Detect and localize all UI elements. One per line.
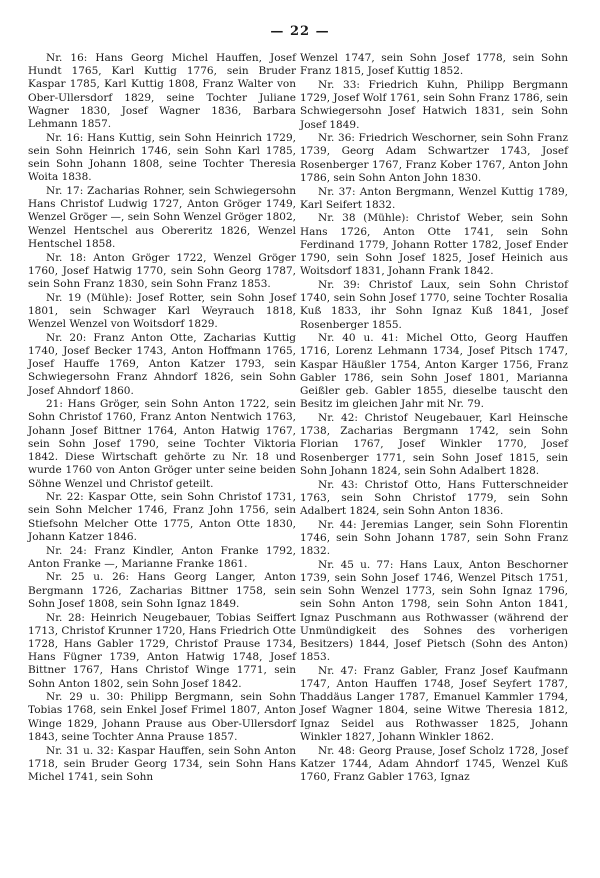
entry-nr-28: Nr. 28: Heinrich Neugebauer, Tobias Seiffert 1713, Christof Krunner 1720, Hans Friedrich Otte 1728, Hans Gabler 1729, Christof Prause 1734, Hans Fügner 1739, Anton Hatwig 1748, Josef Bittner 1767, Hans Christof Winge 1771, sein Sohn Anton 1802, sein Sohn Josef 1842. (28, 611, 296, 690)
entry-nr-21: 21: Hans Gröger, sein Sohn Anton 1722, sein Sohn Christof 1760, Franz Anton Nentwich 1763, Johann Josef Bittner 1764, Anton Hatwig 1767, sein Sohn Josef 1790, seine Tochter Viktoria 1842. Diese Wirtschaft gehörte zu Nr. 18 und wurde 1760 von Anton Gröger unter seine beiden Söhne Wenzel und Christof geteilt. (28, 398, 296, 490)
entry-nr-37: Nr. 37: Anton Bergmann, Wenzel Kuttig 1789, Karl Seifert 1832. (300, 185, 568, 211)
entry-nr-16-kuttig: Nr. 16: Hans Kuttig, sein Sohn Heinrich 1729, sein Sohn Heinrich 1746, sein Sohn Karl 1785, sein Sohn Johann 1808, seine Tochter Theresia Woita 1838. (28, 131, 296, 184)
entry-nr-31-32-continued: Wenzel 1747, sein Sohn Josef 1778, sein Sohn Franz 1815, Josef Kuttig 1852. (300, 52, 568, 78)
entry-nr-22: Nr. 22: Kaspar Otte, sein Sohn Christof 1731, sein Sohn Melcher 1746, Franz John 1756, sein Stiefsohn Melcher Otte 1775, Anton Otte 1830, Johann Katzer 1846. (28, 491, 296, 543)
entry-nr-33: Nr. 33: Friedrich Kuhn, Philipp Bergmann 1729, Josef Wolf 1761, sein Sohn Franz 1786, sein Schwiegersohn Josef Hatwich 1831, sein Sohn Josef 1849. (300, 78, 568, 131)
entry-nr-29-30: Nr. 29 u. 30: Philipp Bergmann, sein Sohn Tobias 1768, sein Enkel Josef Frimel 1807, Anton Winge 1829, Johann Prause aus Ober-Ullersdorf 1843, seine Tochter Anna Prause 1857. (28, 691, 296, 743)
entry-nr-42: Nr. 42: Christof Neugebauer, Karl Heinsche 1738, Zacharias Bergmann 1742, sein Sohn Florian 1767, Josef Winkler 1770, Josef Rosenberger 1771, sein Sohn Josef 1815, sein Sohn Johann 1824, sein Sohn Adalbert 1828. (300, 411, 568, 477)
entry-nr-19: Nr. 19 (Mühle): Josef Rotter, sein Sohn Josef 1801, sein Schwager Karl Weyrauch 1818, Wenzel Wenzel von Woitsdorf 1829. (28, 291, 296, 331)
entry-nr-39: Nr. 39: Christof Laux, sein Sohn Christof 1740, sein Sohn Josef 1770, seine Tochter Rosalia Kuß 1833, ihr Sohn Ignaz Kuß 1841, Josef Rosenberger 1855. (300, 278, 568, 331)
entry-nr-31-32: Nr. 31 u. 32: Kaspar Hauffen, sein Sohn Anton 1718, sein Bruder Georg 1734, sein Sohn Hans Michel 1741, sein Sohn (28, 744, 296, 783)
entry-nr-20: Nr. 20: Franz Anton Otte, Zacharias Kuttig 1740, Josef Becker 1743, Anton Hoffmann 1765, Josef Hauffe 1769, Anton Katzer 1793, sein Schwiegersohn Franz Ahndorf 1826, sein Sohn Josef Ahndorf 1860. (28, 331, 296, 397)
entry-nr-48: Nr. 48: Georg Prause, Josef Scholz 1728, Josef Katzer 1744, Adam Ahndorf 1745, Wenzel Kuß 1760, Franz Gabler 1763, Ignaz (300, 744, 568, 783)
entry-nr-18: Nr. 18: Anton Gröger 1722, Wenzel Gröger 1760, Josef Hatwig 1770, sein Sohn Georg 1787, sein Sohn Franz 1830, sein Sohn Franz 1853. (28, 251, 296, 290)
entry-nr-17: Nr. 17: Zacharias Rohner, sein Schwiegersohn Hans Christof Ludwig 1727, Anton Gröger 1749, Wenzel Gröger —, sein Sohn Wenzel Gröger 1802, Wenzel Hentschel aus Obereritz 1826, Wenzel Hentschel 1858. (28, 185, 296, 250)
entry-nr-24: Nr. 24: Franz Kindler, Anton Franke 1792, Anton Franke —, Marianne Franke 1861. (28, 544, 296, 570)
entry-nr-16-hauffen: Nr. 16: Hans Georg Michel Hauffen, Josef Hundt 1765, Karl Kuttig 1776, sein Bruder Kaspar 1785, Karl Kuttig 1808, Franz Walter von Ober-Ullersdorf 1829, seine Tochter Juliane Wagner 1830, Josef Wagner 1836, Barbara Lehmann 1857. (28, 52, 296, 131)
left-column (28, 52, 296, 785)
entry-nr-40-41: Nr. 40 u. 41: Michel Otto, Georg Hauffen 1716, Lorenz Lehmann 1734, Josef Pitsch 1747, Kaspar Häußler 1754, Anton Karger 1756, Franz Gabler 1786, sein Sohn Josef 1801, Marianna Geißler geb. Gabler 1855, dieselbe tauscht den Besitz im gleichen Jahr mit Nr. 79. (300, 332, 568, 411)
entry-nr-38: Nr. 38 (Mühle): Christof Weber, sein Sohn Hans 1726, Anton Otte 1741, sein Sohn Ferdinand 1779, Johann Rotter 1782, Josef Ender 1790, sein Sohn Josef 1825, Josef Heinich aus Woitsdorf 1831, Johann Frank 1842. (300, 212, 568, 278)
entry-nr-25-26: Nr. 25 u. 26: Hans Georg Langer, Anton Bergmann 1726, Zacharias Bittner 1758, sein Sohn Josef 1808, sein Sohn Ignaz 1849. (28, 571, 296, 610)
entry-nr-36: Nr. 36: Friedrich Weschorner, sein Sohn Franz 1739, Georg Adam Schwartzer 1743, Josef Rosenberger 1767, Franz Kober 1767, Anton John 1786, sein Sohn Anton John 1830. (300, 132, 568, 184)
right-column (300, 52, 568, 785)
entry-nr-45-77: Nr. 45 u. 77: Hans Laux, Anton Beschorner 1739, sein Sohn Josef 1746, Wenzel Pitsch 1751, sein Sohn Wenzel 1773, sein Sohn Ignaz 1796, sein Sohn Anton 1798, sein Sohn Anton 1841, Ignaz Puschmann aus Rothwasser (während der Unmündigkeit des Sohnes des vorherigen Besitzers) 1844, Josef Pietsch (Sohn des Anton) 1853. (300, 558, 568, 664)
page-number: — 22 — (270, 24, 330, 39)
entry-nr-44: Nr. 44: Jeremias Langer, sein Sohn Florentin 1746, sein Sohn Johann 1787, sein Sohn Franz 1832. (300, 518, 568, 558)
entry-nr-47: Nr. 47: Franz Gabler, Franz Josef Kaufmann 1747, Anton Hauffen 1748, Josef Seyfert 1787, Thaddäus Langer 1787, Emanuel Kammler 1794, Josef Wagner 1804, seine Witwe Theresia 1812, Ignaz Seidel aus Rothwasser 1825, Johann Winkler 1827, Johann Winkler 1862. (300, 664, 568, 743)
entry-nr-43: Nr. 43: Christof Otto, Hans Futterschneider 1763, sein Sohn Christof 1779, sein Sohn Adalbert 1824, sein Sohn Anton 1836. (300, 478, 568, 517)
